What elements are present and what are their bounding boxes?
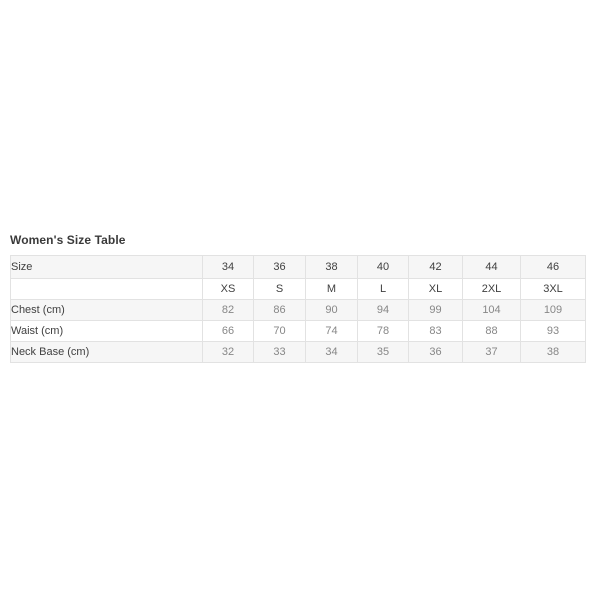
measurement-value-cell: 86	[254, 300, 306, 321]
size-letter-cell: S	[254, 279, 306, 300]
measurement-value-cell: 36	[409, 342, 463, 363]
size-number-cell: 40	[358, 256, 409, 279]
size-number-cell: 46	[521, 256, 586, 279]
measurement-value-cell: 32	[203, 342, 254, 363]
size-number-cell: 44	[463, 256, 521, 279]
size-letter-header-row	[11, 279, 586, 300]
size-number-cell: 34	[203, 256, 254, 279]
size-number-cell: 36	[254, 256, 306, 279]
neck-base-row	[11, 342, 586, 363]
size-letter-cell: 3XL	[521, 279, 586, 300]
measurement-value-cell: 93	[521, 321, 586, 342]
measurement-value-cell: 94	[358, 300, 409, 321]
measurement-value-cell: 90	[306, 300, 358, 321]
row-label: Waist (cm)	[11, 321, 203, 342]
size-letter-cell: XL	[409, 279, 463, 300]
measurement-value-cell: 109	[521, 300, 586, 321]
measurement-value-cell: 38	[521, 342, 586, 363]
row-label: Chest (cm)	[11, 300, 203, 321]
measurement-value-cell: 83	[409, 321, 463, 342]
measurement-value-cell: 35	[358, 342, 409, 363]
measurement-value-cell: 104	[463, 300, 521, 321]
size-letter-cell: L	[358, 279, 409, 300]
size-corner-empty-cell	[11, 279, 203, 300]
size-number-cell: 38	[306, 256, 358, 279]
measurement-value-cell: 34	[306, 342, 358, 363]
row-label: Neck Base (cm)	[11, 342, 203, 363]
waist-row	[11, 321, 586, 342]
size-corner-label-cell: Size	[11, 256, 203, 279]
measurement-value-cell: 33	[254, 342, 306, 363]
measurement-value-cell: 70	[254, 321, 306, 342]
size-table-section	[10, 233, 586, 363]
measurement-value-cell: 37	[463, 342, 521, 363]
size-table-title: Women's Size Table	[10, 233, 126, 247]
measurement-value-cell: 66	[203, 321, 254, 342]
size-letter-cell: XS	[203, 279, 254, 300]
size-letter-cell: 2XL	[463, 279, 521, 300]
measurement-value-cell: 74	[306, 321, 358, 342]
measurement-value-cell: 78	[358, 321, 409, 342]
womens-size-table	[10, 255, 586, 363]
measurement-value-cell: 88	[463, 321, 521, 342]
measurement-value-cell: 99	[409, 300, 463, 321]
size-number-cell: 42	[409, 256, 463, 279]
measurement-value-cell: 82	[203, 300, 254, 321]
size-letter-cell: M	[306, 279, 358, 300]
chest-row	[11, 300, 586, 321]
size-number-header-row	[11, 256, 586, 279]
